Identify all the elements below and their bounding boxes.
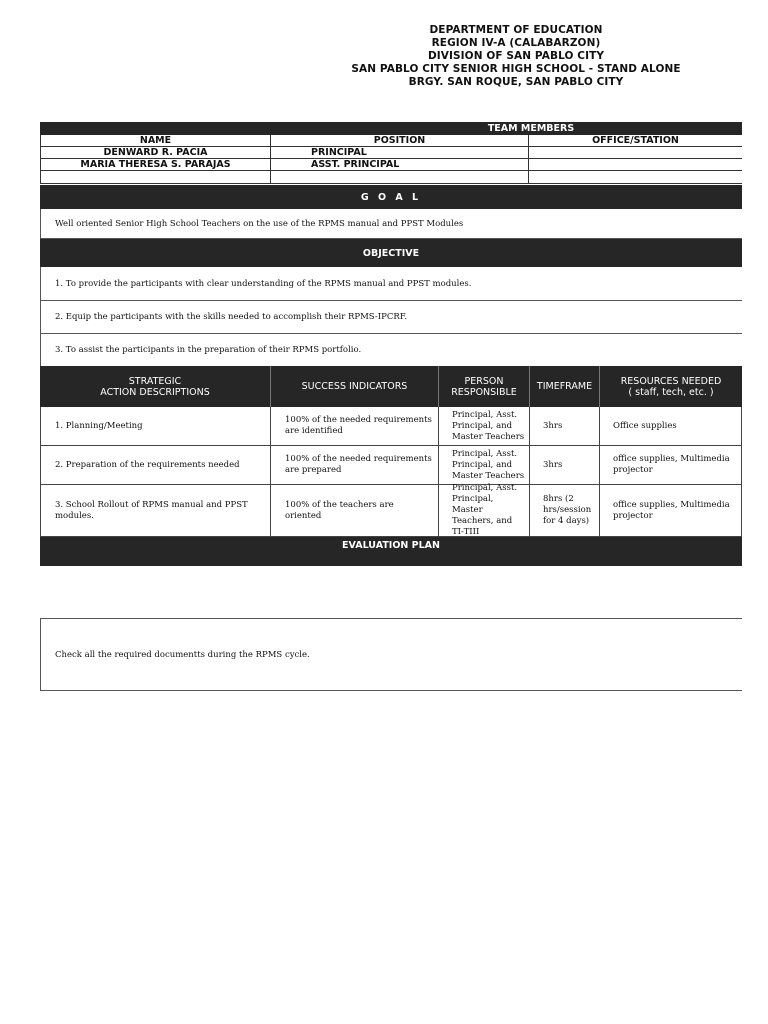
evaluation-plan-text: Check all the required documentts during the RPMS cycle.	[55, 649, 310, 660]
team-member-row	[40, 171, 742, 184]
action-plan-header	[40, 366, 742, 407]
cell-action: 1. Planning/Meeting	[40, 407, 271, 445]
evaluation-plan-bar	[40, 537, 742, 566]
objective-item	[40, 267, 742, 301]
cell-timeframe: 3hrs	[530, 407, 600, 445]
objective-item	[40, 301, 742, 334]
header-resources-line2: ( staff, tech, etc. )	[628, 386, 714, 398]
team-members-table	[40, 135, 742, 184]
table-row	[40, 407, 742, 446]
col-position-header: POSITION	[271, 135, 529, 146]
member-office	[529, 159, 742, 170]
objective-title: OBJECTIVE	[362, 247, 420, 259]
cell-action: 2. Preparation of the requirements needed	[40, 446, 271, 484]
header-action-descriptions	[40, 366, 271, 407]
header-resources-line1: RESOURCES NEEDED	[620, 375, 722, 387]
member-office	[529, 171, 742, 183]
header-line-department: DEPARTMENT OF EDUCATION	[429, 24, 603, 36]
team-member-row	[40, 159, 742, 171]
cell-resources: office supplies, Multimedia projector	[600, 485, 742, 536]
cell-resources: office supplies, Multimedia projector	[600, 446, 742, 484]
objective-item-text: 2. Equip the participants with the skills needed to accomplish their RPMS-IPCRF.	[55, 312, 408, 322]
action-plan-table	[40, 407, 742, 537]
objective-item-text: 3. To assist the participants in the preparation of their RPMS portfolio.	[55, 345, 362, 355]
header-line-address: BRGY. SAN ROQUE, SAN PABLO CITY	[408, 76, 624, 88]
cell-person: Principal, Asst. Principal, and Master Teachers	[439, 407, 530, 445]
evaluation-plan-box	[40, 618, 742, 691]
team-members-header-row	[40, 135, 742, 147]
cell-person: Principal, Asst. Principal, Master Teachers, and TI-TIII	[439, 485, 530, 536]
cell-indicator: 100% of the needed requirements are prepared	[271, 446, 439, 484]
header-line-division: DIVISION OF SAN PABLO CITY	[427, 50, 605, 62]
team-member-row	[40, 147, 742, 159]
header-person-line1: PERSON	[464, 375, 504, 387]
cell-resources: Office supplies	[600, 407, 742, 445]
member-position: PRINCIPAL	[271, 147, 529, 158]
member-name: DENWARD R. PACIA	[40, 147, 271, 158]
objective-bar	[40, 239, 742, 267]
cell-indicator: 100% of the teachers are oriented	[271, 485, 439, 536]
cell-action: 3. School Rollout of RPMS manual and PPST modules.	[40, 485, 271, 536]
col-office-header: OFFICE/STATION	[592, 135, 679, 146]
table-row	[40, 485, 742, 537]
goal-bar	[40, 185, 742, 209]
goal-text-row	[40, 209, 742, 239]
member-office	[529, 147, 742, 158]
team-members-bar	[40, 122, 742, 135]
header-line-region: REGION IV-A (CALABARZON)	[431, 37, 601, 49]
table-row	[40, 446, 742, 485]
col-name-header: NAME	[40, 135, 271, 146]
header-action-line1: STRATEGIC	[128, 375, 182, 387]
cell-timeframe: 3hrs	[530, 446, 600, 484]
header-person-line2: RESPONSIBLE	[451, 386, 517, 398]
cell-person: Principal, Asst. Principal, and Master Teachers	[439, 446, 530, 484]
header-success-indicators: SUCCESS INDICATORS	[271, 366, 439, 407]
document-header	[300, 24, 732, 89]
header-timeframe: TIMEFRAME	[530, 366, 600, 407]
header-line-school: SAN PABLO CITY SENIOR HIGH SCHOOL - STAND ALONE	[351, 63, 681, 75]
member-name: MARIA THERESA S. PARAJAS	[40, 159, 271, 170]
member-position: ASST. PRINCIPAL	[271, 159, 529, 170]
objective-item	[40, 334, 742, 366]
goal-text: Well oriented Senior High School Teachers on the use of the RPMS manual and PPST Modules	[55, 218, 464, 229]
header-resources-needed	[600, 366, 742, 407]
member-name	[40, 171, 271, 183]
header-action-line2: ACTION DESCRIPTIONS	[100, 386, 210, 398]
objective-item-text: 1. To provide the participants with clear understanding of the RPMS manual and PPST modules.	[55, 278, 472, 289]
team-members-title: TEAM MEMBERS	[487, 123, 575, 134]
header-person-responsible	[439, 366, 530, 407]
member-position	[271, 171, 529, 183]
goal-title: G O A L	[360, 191, 422, 203]
evaluation-plan-title: EVALUATION PLAN	[342, 540, 440, 551]
cell-timeframe: 8hrs (2 hrs/session for 4 days)	[530, 485, 600, 536]
cell-indicator: 100% of the needed requirements are identified	[271, 407, 439, 445]
